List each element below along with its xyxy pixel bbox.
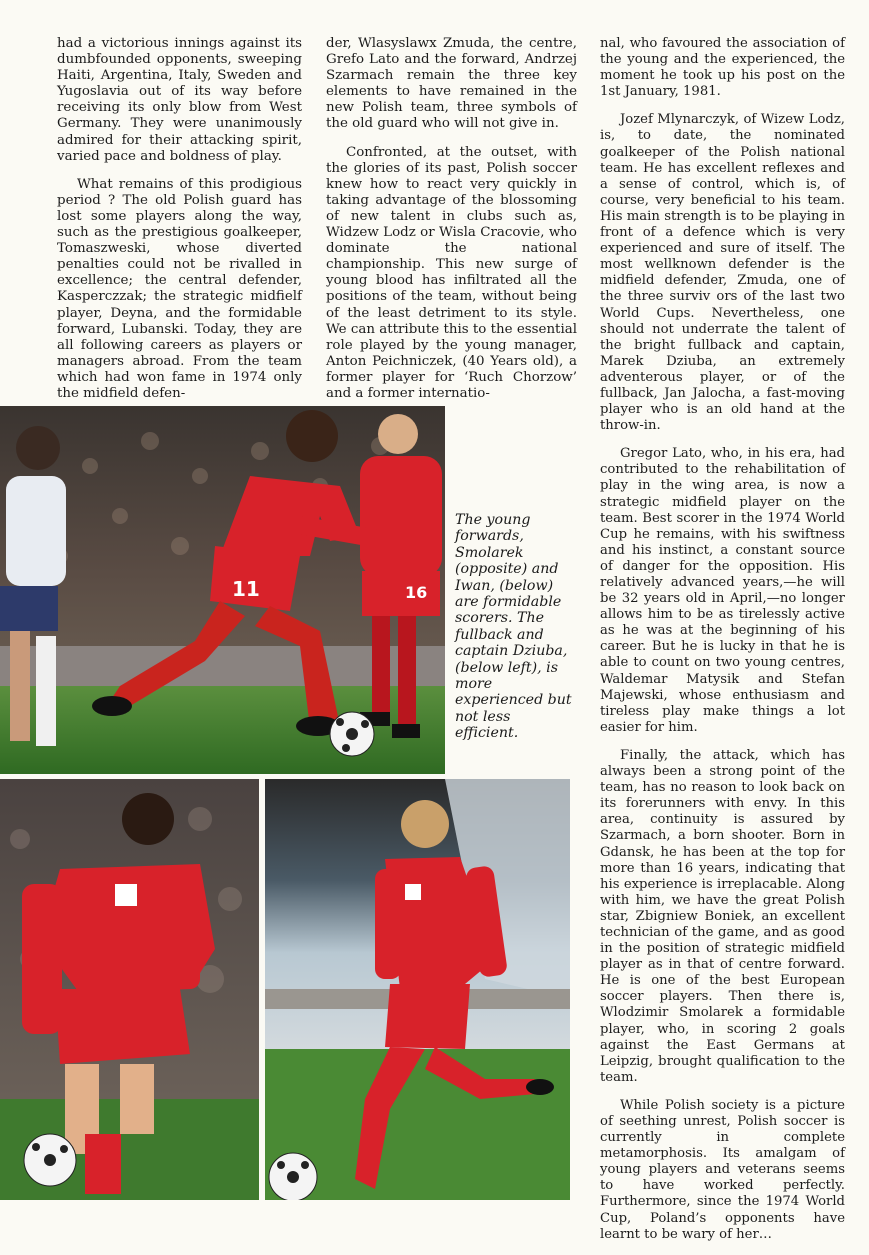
photo-forwards-graphic [0, 406, 445, 774]
paragraph: Confronted, at the outset, with the glories of its past, Polish soccer knew how to react very quickly in taking advantage of the blossoming of new talent in clubs such as, Widzew Lodz or Wisla Cracovie, who dominate the national championship. This new surge of young blood has infiltrated all the positions of the team, without being of the least detriment to its style. We can attribute this to the essential role played by the young manager, Anton Peichniczek, (40 Years old), a former player for ‘Ruch Chorzow’ and a former internatio- [326, 144, 577, 401]
paragraph: der, Wlasyslawx Zmuda, the centre, Grefo Lato and the forward, Andrzej Szarmach remain the three key elements to have remained in the new Polish team, three symbols of the old guard who will not give in. [326, 36, 577, 132]
paragraph: had a victorious innings against its dumbfounded opponents, sweeping Haiti, Argentina, Italy, Sweden and Yugoslavia out of its way before receiving its only blow from West Germany. They were unanimously admired for their attacking spirit, varied pace and boldness of play. [57, 36, 302, 164]
photo-forwards-in-action [0, 406, 445, 774]
paragraph: While Polish society is a picture of seething unrest, Polish soccer is currently in complete metamorphosis. Its amalgam of young players and veterans seems to have worked perfectly. Furthermore, since the 1974 World Cup, Poland’s opponents have learnt to be wary of her… [600, 1097, 845, 1242]
photo-iwan-graphic [265, 779, 570, 1200]
football [269, 1153, 317, 1200]
jersey-number-11: 11 [232, 577, 260, 601]
football [24, 1134, 76, 1186]
paragraph: Finally, the attack, which has always been a strong point of the team, has no reason to look back on its forerunners with envy. In this area, continuity is assured by Szarmach, a born shooter. Born in Gdansk, he has been at the top for more than 16 years, indicating that his experience is irreplacable. Along with him, we have the great Polish star, Zbigniew Boniek, an excellent technician of the game, and as good in the position of strategic midfield player as in that of centre forward. He is one of the best European soccer players. Then there is, Wlodzimir Smolarek a formidable player, who, in scoring 2 goals against the East Germans at Leipzig, brought qualification to the team. [600, 747, 845, 1085]
paragraph: Gregor Lato, who, in his era, had contributed to the rehabilitation of play in the wing area, is now a strategic midfield player on the team. Best scorer in the 1974 World Cup he remains, with his swiftness and his instinct, a constant source of danger for the opposition. His relatively advanced years,—he will be 32 years old in April,—no longer allows him to be as tirelessly active as he was at the beginning of his career. But he is lucky in that he is able to count on two young centres, Waldemar Matysik and Stefan Majewski, whose enthusiasm and tireless play make things a lot easier for him. [600, 446, 845, 735]
article-column-3 [600, 36, 845, 1255]
football [330, 712, 374, 756]
paragraph: Jozef Mlynarczyk, of Wizew Lodz, is, to date, the nominated goalkeeper of the Polish national team. He has excellent reflexes and a sense of control, which is, of course, very beneficial to his team. His main strength is to be playing in front of a defence which is very experienced and sure of itself. The most wellknown defender is the midfield defender, Zmuda, one of the three surviv ors of the last two World Cups. Nevertheless, one should not underrate the talent of the bright fullback and captain, Marek Dziuba, an extremely adventerous player, or of the fullback, Jan Jalocha, a fast-moving player who is an old hand at the throw-in. [600, 112, 845, 434]
paragraph: nal, who favoured the association of the young and the experienced, the moment he took up his post on the 1st January, 1981. [600, 36, 845, 100]
article-column-1 [57, 36, 302, 414]
photo-caption: The young forwards, Smolarek (opposite) and Iwan, (below) are formidable scorers. The fullback and captain Dziuba, (below left), is more experienced but not less efficient. [455, 512, 572, 742]
photo-dziuba-graphic [0, 779, 259, 1200]
photo-iwan [265, 779, 570, 1200]
photo-dziuba [0, 779, 259, 1200]
paragraph: What remains of this prodigious period ? The old Polish guard has lost some players along the way, such as the prestigious goalkeeper, Tomaszweski, whose diverted penalties could not be rivalled in excellence; the central defender, Kasperczzak; the strategic midfielf player, Deyna, and the formidable forward, Lubanski. Today, they are all following careers as players or managers abroad. From the team which had won fame in 1974 only the midfield defen- [57, 176, 302, 401]
article-column-2 [326, 36, 577, 414]
jersey-number-16: 16 [405, 583, 428, 602]
